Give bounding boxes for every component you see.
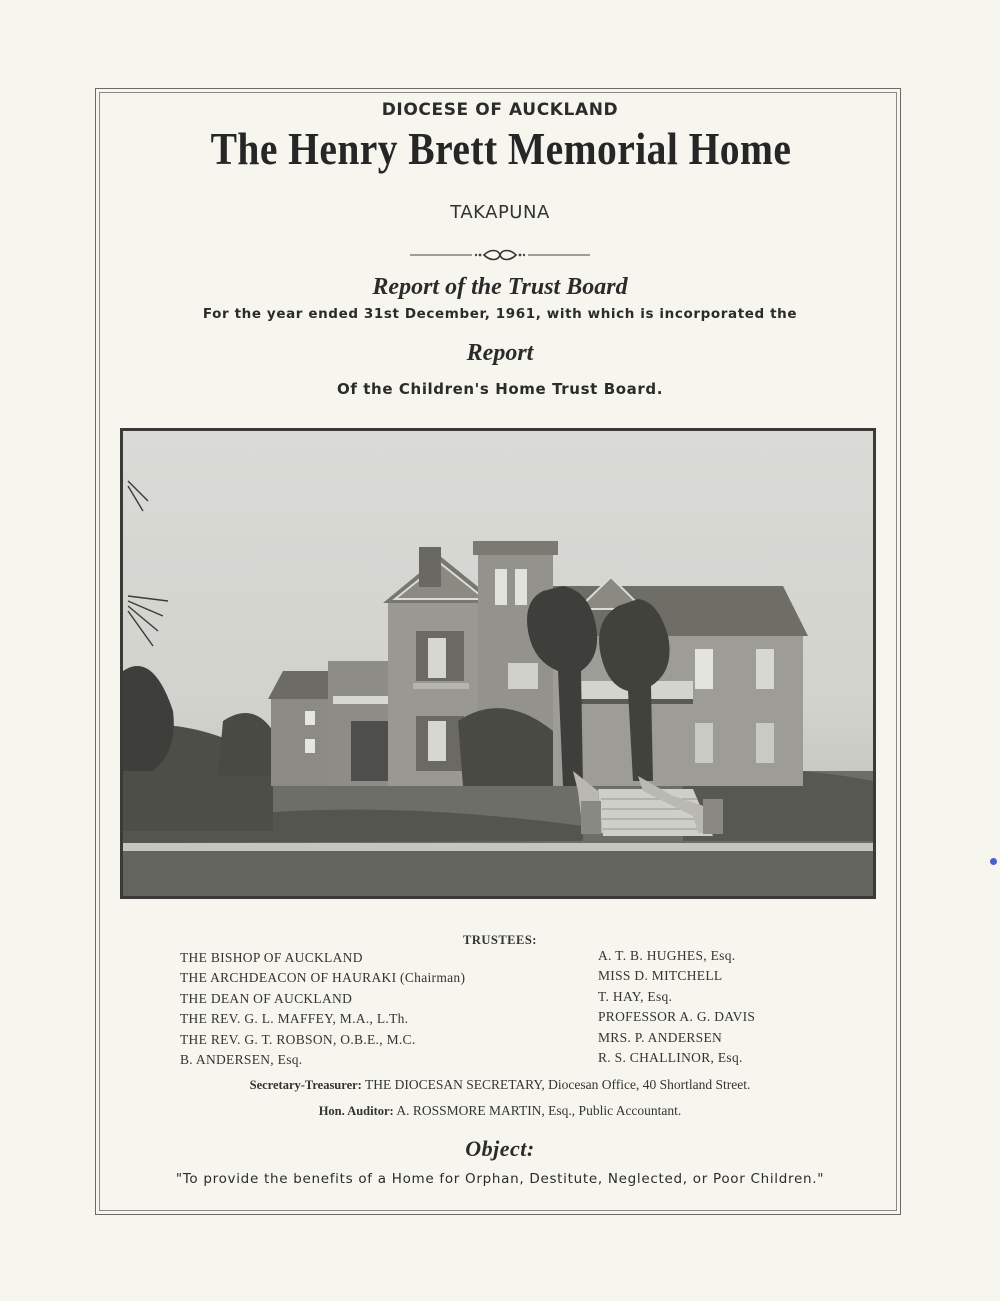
trustee-name: THE DEAN OF AUCKLAND (180, 990, 353, 1006)
auditor-line (0, 1103, 1000, 1119)
trustee-name: PROFESSOR A. G. DAVIS (598, 1009, 756, 1025)
ornamental-divider-icon (410, 248, 590, 262)
object-heading: Object: (465, 1136, 535, 1161)
second-report-subtitle: Of the Children's Home Trust Board. (336, 380, 663, 398)
place-name: TAKAPUNA (450, 202, 550, 223)
trustee-name: THE ARCHDEACON OF HAURAKI (Chairman) (180, 970, 466, 986)
scan-mark-dot (990, 858, 997, 865)
trustee-name: R. S. CHALLINOR, Esq. (598, 1049, 743, 1065)
trustee-name: THE REV. G. T. ROBSON, O.B.E., M.C. (180, 1031, 416, 1047)
secretary-value: THE DIOCESAN SECRETARY, Diocesan Office, 40 Shortland Street. (361, 1077, 751, 1092)
trustees-left-column (180, 948, 465, 1070)
object-statement: "To provide the benefits of a Home for Orphan, Destitute, Neglected, or Poor Children." (175, 1171, 825, 1187)
trustee-name: T. HAY, Esq. (598, 988, 673, 1004)
second-report-title: Report (466, 340, 534, 366)
house-illustration-icon (123, 431, 873, 896)
trustees-heading: TRUSTEES: (463, 933, 537, 947)
secretary-treasurer-line (0, 1077, 1000, 1093)
trustee-name: B. ANDERSEN, Esq. (180, 1051, 303, 1067)
auditor-label: Hon. Auditor: (318, 1104, 394, 1118)
trustee-name: THE REV. G. L. MAFFEY, M.A., L.Th. (180, 1011, 409, 1027)
report-subtitle: For the year ended 31st December, 1961, with which is incorporated the (202, 306, 798, 322)
diocese-heading: DIOCESE OF AUCKLAND (381, 100, 619, 120)
trustee-name: MRS. P. ANDERSEN (598, 1029, 723, 1045)
building-photo (120, 428, 876, 899)
trustee-name: A. T. B. HUGHES, Esq. (598, 948, 736, 963)
page-title: The Henry Brett Memorial Home (210, 123, 792, 174)
trustees-right-column (598, 946, 755, 1068)
auditor-value: A. ROSSMORE MARTIN, Esq., Public Accountant. (393, 1103, 682, 1118)
trustee-name: MISS D. MITCHELL (598, 968, 723, 984)
report-title: Report of the Trust Board (372, 274, 628, 300)
secretary-label: Secretary-Treasurer: (249, 1078, 362, 1092)
trustee-name: THE BISHOP OF AUCKLAND (180, 950, 363, 965)
